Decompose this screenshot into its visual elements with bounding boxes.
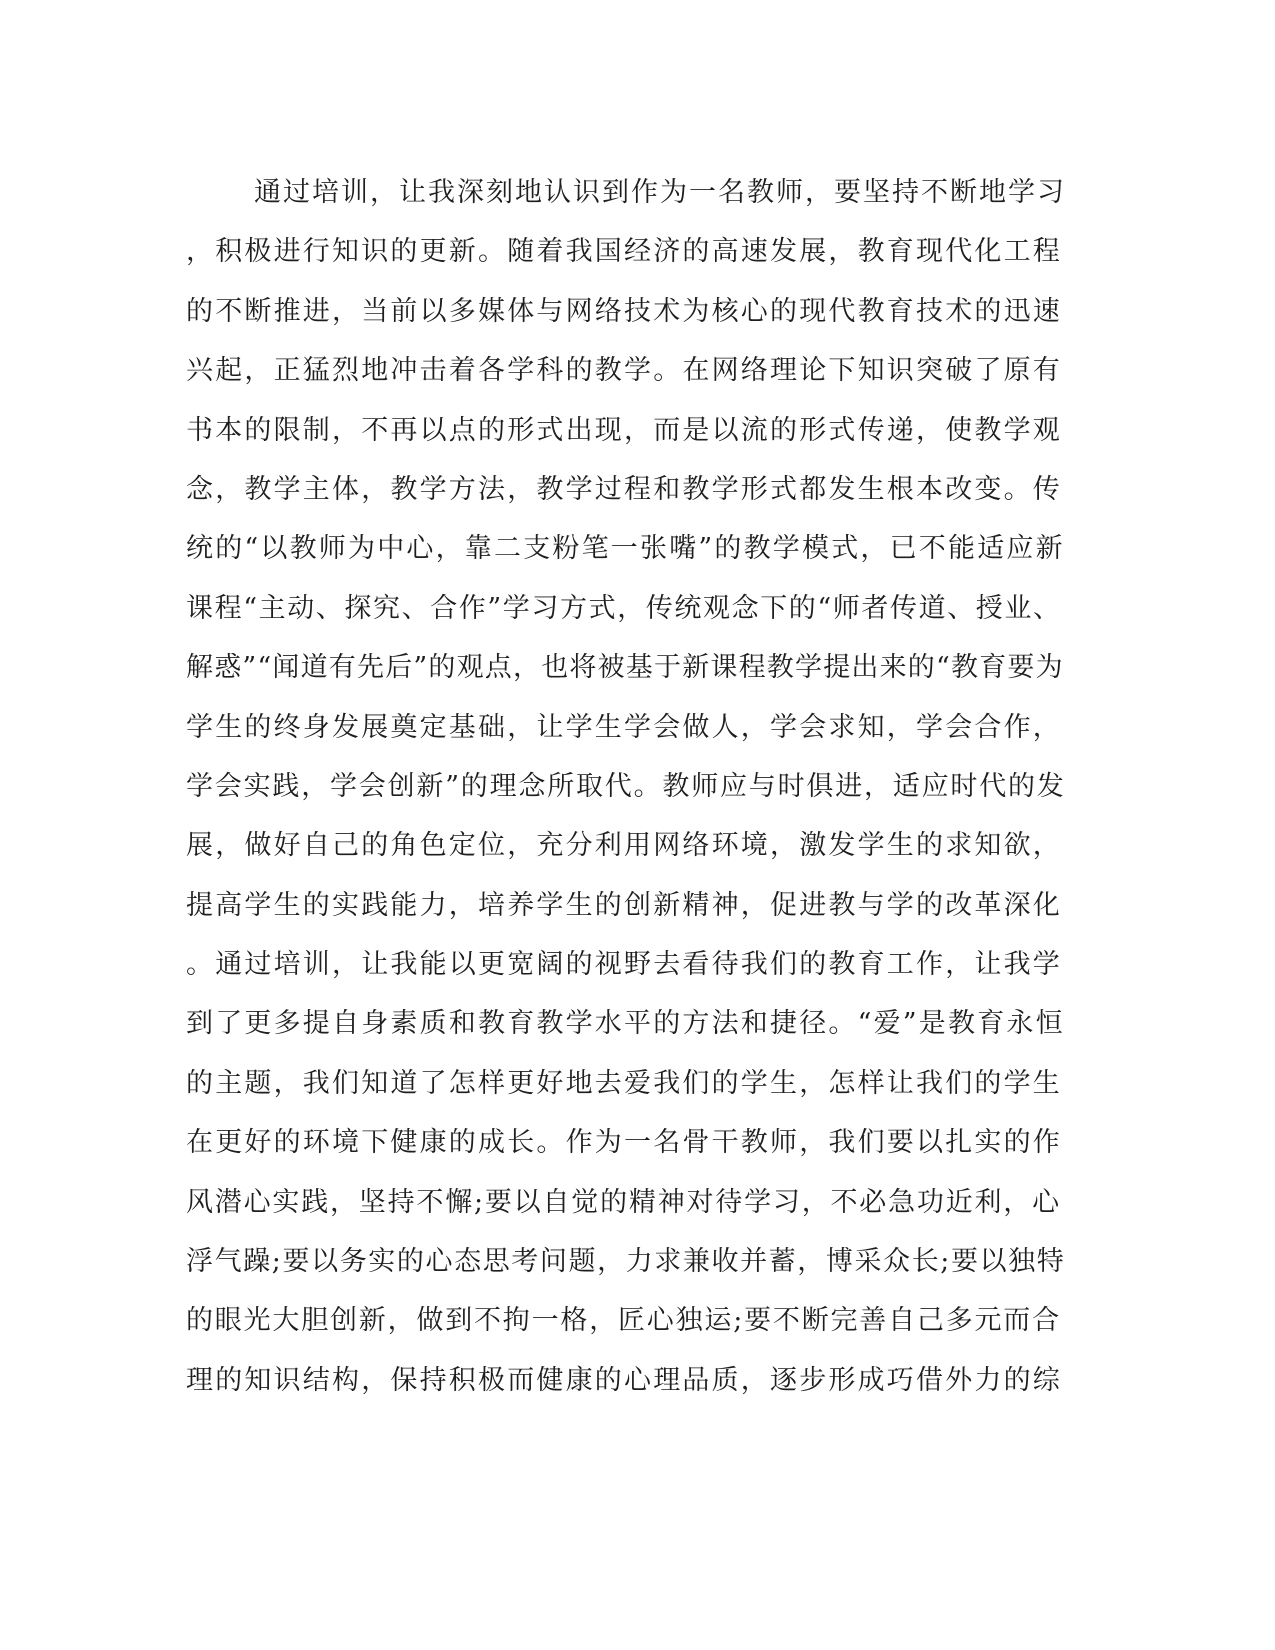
paragraph-line: 的眼光大胆创新，做到不拘一格，匠心独运;要不断完善自己多元而合 [186, 1305, 1061, 1337]
paragraph-line: 念，教学主体，教学方法，教学过程和教学形式都发生根本改变。传 [186, 473, 1062, 505]
paragraph-line: 。通过培训，让我能以更宽阔的视野去看待我们的教育工作，让我学 [186, 949, 1062, 981]
paragraph-line: 浮气躁;要以务实的心态思考问题，力求兼收并蓄，博采众长;要以独特 [186, 1246, 1066, 1278]
paragraph-line: ，积极进行知识的更新。随着我国经济的高速发展，教育现代化工程 [186, 236, 1062, 268]
paragraph-line: 风潜心实践，坚持不懈;要以自觉的精神对待学习，不必急功近利，心 [186, 1186, 1061, 1218]
paragraph-line: 课程“主动、探究、合作”学习方式，传统观念下的“师者传道、授业、 [186, 592, 1062, 624]
paragraph-line: 理的知识结构，保持积极而健康的心理品质，逐步形成巧借外力的综 [186, 1364, 1062, 1396]
paragraph-line: 解惑”“闻道有先后”的观点，也将被基于新课程教学提出来的“教育要为 [186, 652, 1064, 684]
paragraph-line: 统的“以教师为中心，靠二支粉笔一张嘴”的教学模式，已不能适应新 [186, 533, 1065, 565]
paragraph-line: 通过培训，让我深刻地认识到作为一名教师，要坚持不断地学习 [254, 177, 1066, 208]
paragraph-line: 展，做好自己的角色定位，充分利用网络环境，激发学生的求知欲， [186, 830, 1062, 862]
body-paragraph [186, 163, 1066, 1410]
paragraph-line: 在更好的环境下健康的成长。作为一名骨干教师，我们要以扎实的作 [186, 1127, 1062, 1159]
paragraph-line: 学生的终身发展奠定基础，让学生学会做人，学会求知，学会合作， [186, 711, 1062, 743]
paragraph-line: 学会实践，学会创新”的理念所取代。教师应与时俱进，适应时代的发 [186, 770, 1066, 802]
paragraph-line: 提高学生的实践能力，培养学生的创新精神，促进教与学的改革深化 [186, 889, 1062, 921]
paragraph-line: 书本的限制，不再以点的形式出现，而是以流的形式传递，使教学观 [186, 414, 1062, 446]
paragraph-line: 的主题，我们知道了怎样更好地去爱我们的学生，怎样让我们的学生 [186, 1067, 1062, 1099]
paragraph-line: 到了更多提自身素质和教育教学水平的方法和捷径。“爱”是教育永恒 [186, 1008, 1065, 1040]
paragraph-line: 兴起，正猛烈地冲击着各学科的教学。在网络理论下知识突破了原有 [186, 355, 1062, 387]
paragraph-line: 的不断推进，当前以多媒体与网络技术为核心的现代教育技术的迅速 [186, 295, 1062, 327]
